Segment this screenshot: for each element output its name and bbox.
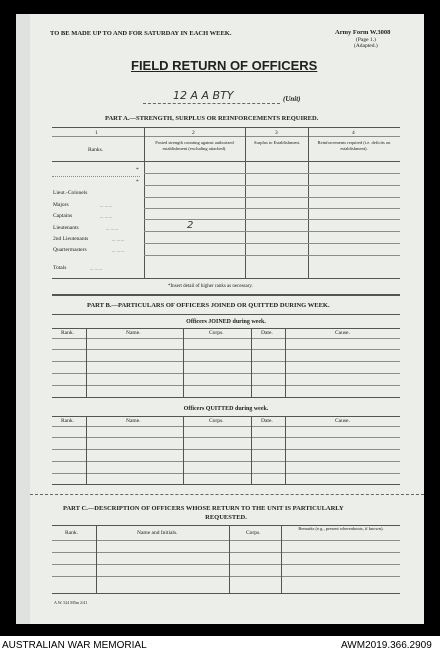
quitted-col-corps: Corps. [209,418,224,424]
part-c-col-rank: Rank. [65,530,78,536]
totals-label: Totals [53,265,67,271]
joined-title: Officers JOINED during week. [186,319,266,325]
part-c-col-divider [229,525,230,593]
part-a-row-line [144,255,400,256]
part-a-colnum-rule [52,136,400,137]
part-c-col-divider [281,525,282,593]
part-a-header-rule [52,161,400,162]
quitted-col-date: Date. [261,418,273,424]
part-b-top-rule [52,294,400,296]
dot-leader: ... ... ... [100,214,113,219]
footer-institution: AUSTRALIAN WAR MEMORIAL [2,640,147,651]
form-adapted: (Adapted.) [354,43,378,49]
part-a-heading: PART A.—STRENGTH, SURPLUS OR REINFORCEMENTS REQUIRED. [105,115,319,122]
rank-label: Lieut.-Colonels [53,190,88,196]
quitted-row-line [52,437,400,438]
part-a-row-line [144,197,400,198]
joined-col-name: Name. [126,330,141,336]
part-c-heading-line2: REQUESTED. [205,514,247,521]
form-title: FIELD RETURN OF OFFICERS [131,58,318,73]
part-a-row-line [144,231,400,232]
rank-label: Quartermasters [53,247,87,253]
joined-col-cause: Cause. [335,330,350,336]
col-number-4: 4 [352,130,355,136]
part-c-row-line [52,576,400,577]
footer-accession: AWM2019.366.2909 [341,640,432,651]
part-c-heading-line1: PART C.—DESCRIPTION OF OFFICERS WHOSE RETURN TO THE UNIT IS PARTICULARLY [63,505,344,512]
quitted-header-rule [52,426,400,427]
part-a-row-line [144,243,400,244]
quitted-col-rank: Rank. [61,418,74,424]
part-a-blank-rank-line [52,176,140,177]
dot-leader: ... ... ... [112,248,125,253]
joined-row-line [52,373,400,374]
part-c-col-divider [96,525,97,593]
part-a-row-line [144,208,400,209]
rank-label: 2nd Lieutenants [53,236,89,242]
quitted-top-rule [52,416,400,417]
joined-top-rule [52,328,400,329]
perforation-line [30,494,424,495]
quitted-col-name: Name. [126,418,141,424]
part-c-row-line [52,564,400,565]
joined-header-rule [52,338,400,339]
joined-col-corps: Corps. [209,330,224,336]
rank-label: Captains [53,213,73,219]
joined-col-divider [251,328,252,397]
header-instruction: TO BE MADE UP TO AND FOR SATURDAY IN EACH WEEK. [50,30,232,37]
part-a-row-line [144,185,400,186]
form-page: (Page 1.) [356,37,376,43]
quitted-row-line [52,449,400,450]
lieutenants-posted-value: 2 [187,220,194,231]
quitted-col-cause: Cause. [335,418,350,424]
quitted-title: Officers QUITTED during week. [183,406,269,412]
part-a-row-line [144,173,400,174]
part-b-heading: PART B.—PARTICULARS OF OFFICERS JOINED OR QUITTED DURING WEEK. [87,302,330,309]
part-c-row-line [52,552,400,553]
joined-row-line [52,385,400,386]
joined-bottom-rule [52,397,400,398]
quitted-col-divider [86,416,87,484]
paper-margin-strip [16,14,30,624]
quitted-bottom-rule [52,484,400,485]
part-a-row-line [144,219,400,220]
joined-row-line [52,349,400,350]
dot-leader: ... ... ... [100,203,113,208]
quitted-col-divider [285,416,286,484]
part-c-col-remarks: Remarks (e.g., present whereabouts, if known). [298,526,384,531]
unit-value: 12 A A BTY [173,89,234,102]
unit-line [143,103,280,104]
part-c-bottom-rule [52,593,400,594]
dot-leader: ... ... ... [112,237,125,242]
col-number-3: 3 [275,130,278,136]
col-number-2: 2 [192,130,195,136]
asterisk: * [136,167,139,173]
dot-leader: ... ... ... [90,266,103,271]
part-c-col-corps: Corps. [246,530,261,536]
quitted-row-line [52,473,400,474]
col-header-posted: Posted strength counting against authorized establishment (excluding attached). [155,140,234,151]
col-header-ranks: Ranks. [88,147,104,153]
col-header-surplus: Surplus to Establishment. [253,140,301,145]
part-c-col-name: Name and Initials. [137,530,178,536]
asterisk: * [136,179,139,185]
part-c-header-rule [52,540,400,541]
dot-leader: ... ... ... [106,226,119,231]
joined-col-divider [86,328,87,397]
joined-col-divider [183,328,184,397]
joined-col-rank: Rank. [61,330,74,336]
part-b-rule [52,314,400,315]
part-a-top-rule [52,127,400,128]
joined-col-divider [285,328,286,397]
print-code: A.W. 524 M5m 2/41 [54,600,88,605]
col-header-reinforcements: Reinforcements required (i.e. deficits on establishment). [317,140,391,151]
rank-label: Lieutenants [53,225,79,231]
quitted-col-divider [183,416,184,484]
part-a-footnote: *Insert detail of higher ranks as necessary. [168,284,253,289]
col-number-1: 1 [95,130,98,136]
joined-row-line [52,361,400,362]
part-a-bottom-rule [52,278,400,279]
quitted-row-line [52,461,400,462]
form-number: Army Form W.3008 [335,29,391,36]
rank-label: Majors [53,202,69,208]
unit-label: (Unit) [283,95,301,103]
quitted-col-divider [251,416,252,484]
joined-col-date: Date. [261,330,273,336]
